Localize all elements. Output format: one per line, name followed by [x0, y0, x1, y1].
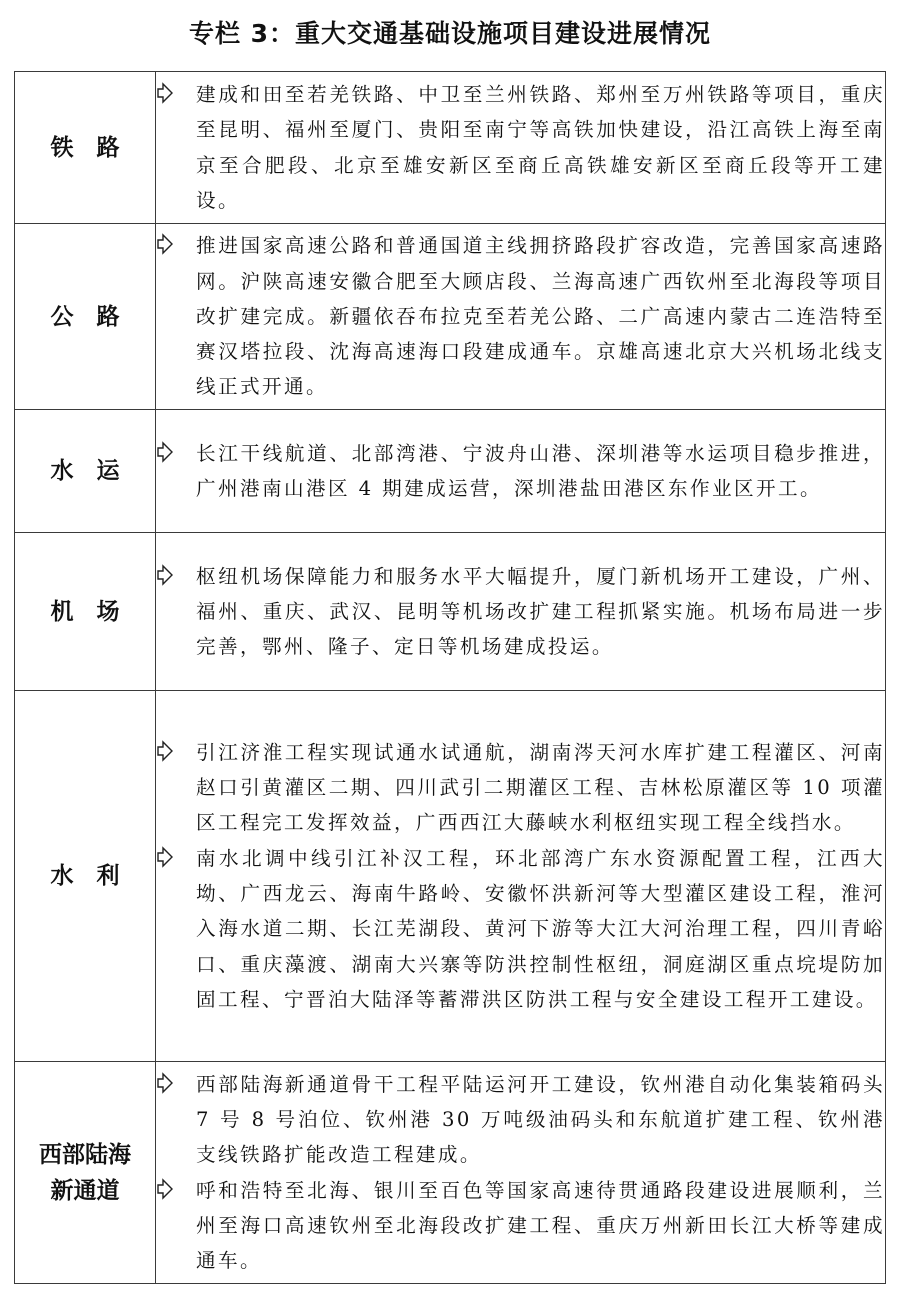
category-cell [15, 1062, 156, 1284]
content-cell [156, 691, 886, 1062]
arrow-bullet-icon [156, 841, 196, 876]
item-text: 推进国家高速公路和普通国道主线拥挤路段扩容改造，完善国家高速路网。沪陕高速安徽合肥至大顾店段、兰海高速广西钦州至北海段等项目改扩建完成。新疆依吞布拉克至若羌公路、二广高速内蒙古二连浩特至赛汉塔拉段、沈海高速海口段建成通车。京雄高速北京大兴机场北线支线正式开通。 [196, 234, 885, 399]
list-item [156, 77, 885, 218]
item-text: 南水北调中线引江补汉工程，环北部湾广东水资源配置工程，江西大坳、广西龙云、海南牛路岭、安徽怀洪新河等大型灌区建设工程，淮河入海水道二期、长江芜湖段、黄河下游等大江大河治理工程，四川青峪口、重庆藻渡、湖南大兴寨等防洪控制性枢纽，洞庭湖区重点垸堤防加固工程、宁晋泊大陆泽等蓄滞洪区防洪工程与安全建设工程开工建设。 [196, 846, 885, 1011]
category-label: 铁 路 [50, 134, 120, 161]
item-text: 枢纽机场保障能力和服务水平大幅提升，厦门新机场开工建设，广州、福州、重庆、武汉、昆明等机场改扩建工程抓紧实施。机场布局进一步完善，鄂州、隆子、定日等机场建成投运。 [196, 564, 885, 659]
arrow-bullet-icon [156, 1173, 196, 1208]
list-item [156, 1173, 885, 1279]
category-cell [15, 691, 156, 1062]
item-text: 长江干线航道、北部湾港、宁波舟山港、深圳港等水运项目稳步推进，广州港南山港区 4 期建成运营，深圳港盐田港区东作业区开工。 [196, 441, 885, 500]
arrow-bullet-icon [156, 436, 196, 471]
arrow-bullet-icon [156, 735, 196, 770]
arrow-bullet-icon [156, 77, 196, 112]
category-label: 公 路 [50, 303, 120, 330]
arrow-bullet-icon [156, 228, 196, 263]
item-text: 引江济淮工程实现试通水试通航，湖南涔天河水库扩建工程灌区、河南赵口引黄灌区二期、四川武引二期灌区工程、吉林松原灌区等 10 项灌区工程完工发挥效益，广西西江大藤峡水利枢纽实现工程全线挡水。 [196, 740, 885, 835]
table-row-highway [15, 224, 886, 410]
content-cell [156, 72, 886, 224]
content-cell [156, 410, 886, 533]
item-text: 呼和浩特至北海、银川至百色等国家高速待贯通路段建设进展顺利，兰州至海口高速钦州至北海段改扩建工程、重庆万州新田长江大桥等建成通车。 [196, 1178, 885, 1273]
table-row-airport [15, 533, 886, 691]
project-table [14, 71, 886, 1284]
category-cell [15, 533, 156, 691]
arrow-bullet-icon [156, 559, 196, 594]
list-item [156, 1067, 885, 1173]
table-row-water-conservancy [15, 691, 886, 1062]
content-cell [156, 533, 886, 691]
table-row-waterway [15, 410, 886, 533]
content-cell [156, 224, 886, 410]
category-label: 西部陆海 新通道 [39, 1141, 131, 1204]
table-row-railway [15, 72, 886, 224]
table-row-western-corridor [15, 1062, 886, 1284]
item-text: 西部陆海新通道骨干工程平陆运河开工建设，钦州港自动化集装箱码头 7 号 8 号泊位、钦州港 30 万吨级油码头和东航道扩建工程、钦州港支线铁路扩能改造工程建成。 [196, 1072, 885, 1167]
category-label: 水 利 [50, 863, 120, 889]
item-text: 建成和田至若羌铁路、中卫至兰州铁路、郑州至万州铁路等项目，重庆至昆明、福州至厦门、贵阳至南宁等高铁加快建设，沿江高铁上海至南京至合肥段、北京至雄安新区至商丘高铁雄安新区至商丘段等开工建设。 [196, 82, 885, 212]
category-cell [15, 224, 156, 410]
category-label: 水 运 [50, 458, 120, 484]
category-label: 机 场 [50, 598, 120, 625]
list-item [156, 559, 885, 665]
arrow-bullet-icon [156, 1067, 196, 1102]
category-cell [15, 410, 156, 533]
list-item [156, 841, 885, 1017]
list-item [156, 436, 885, 507]
category-cell [15, 72, 156, 224]
list-item [156, 735, 885, 841]
page-title: 专栏 3：重大交通基础设施项目建设进展情况 [188, 19, 712, 48]
list-item [156, 228, 885, 404]
content-cell [156, 1062, 886, 1284]
